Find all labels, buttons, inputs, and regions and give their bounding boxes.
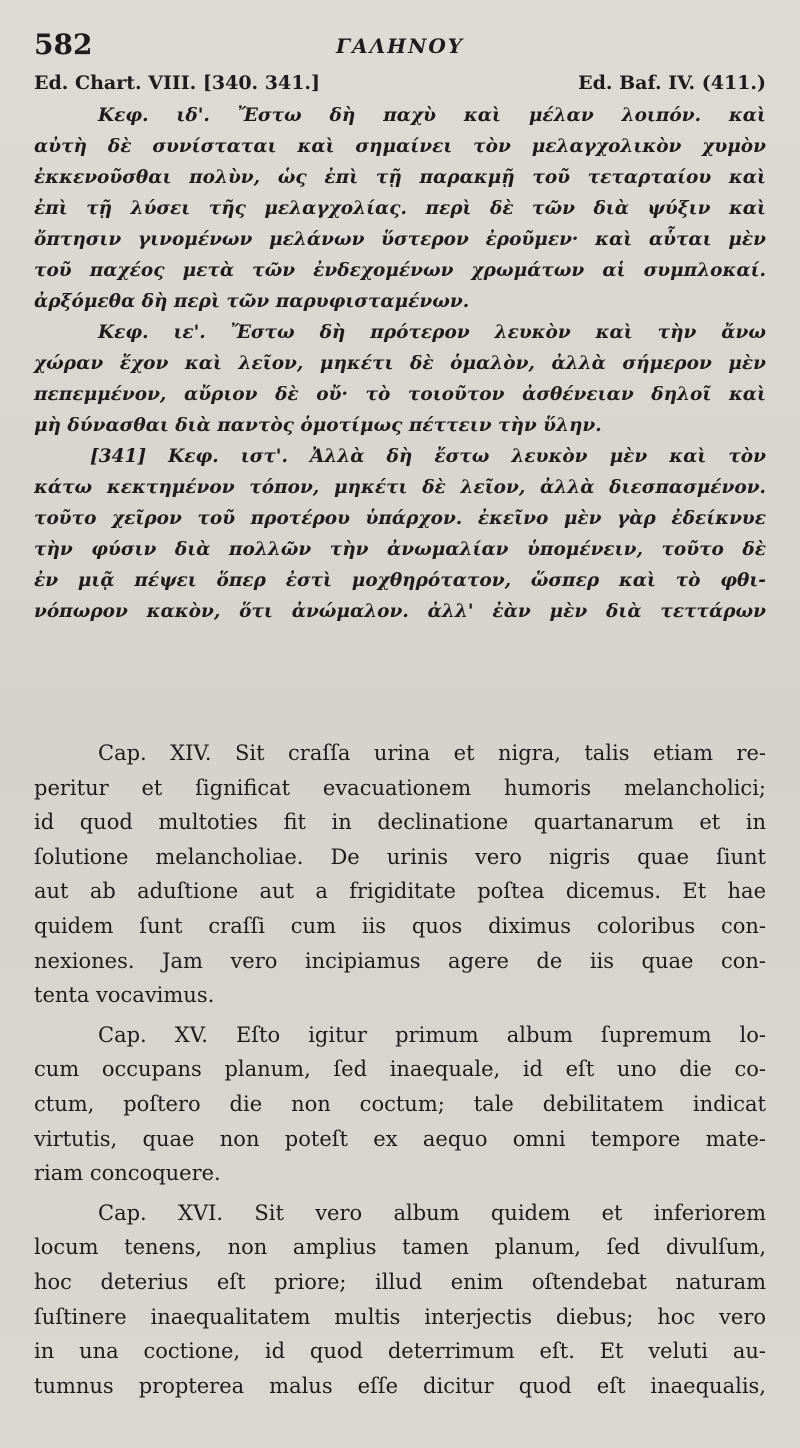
latin-line: ctum, poſtero die non coctum; tale debilitatem indicat [34,1091,766,1116]
greek-line: Κεφ. ιε'. Ἔστω δὴ πρότερον λευκὸν καὶ τὴν ἄνω [98,322,766,343]
latin-line: Cap. XV. Eſto igitur primum album ſupremum lo- [98,1022,766,1047]
latin-line: id quod multoties fit in declinatione quartanarum et in [34,810,766,835]
latin-line: tumnus propterea malus eſſe dicitur quod eſt inaequalis, [34,1373,766,1398]
page-number: 582 [34,28,93,61]
greek-line: τὴν φύσιν διὰ πολλῶν τὴν ἀνωμαλίαν ὑπομένειν, τοῦτο δὲ [34,539,766,560]
latin-line: peritur et ſignificat evacuationem humoris melancholici; [34,775,766,800]
latin-line: virtutis, quae non poteſt ex aequo omni tempore mate- [34,1126,766,1151]
greek-line: χώραν ἔχον καὶ λεῖον, μηκέτι δὲ ὁμαλὸν, ἀλλὰ σήμερον μὲν [34,353,766,374]
latin-line: ſuſtinere inaequalitatem multis interjectis diebus; hoc vero [34,1304,766,1329]
greek-line: αὐτὴ δὲ συνίσταται καὶ σημαίνει τὸν μελαγχολικὸν χυμὸν [34,136,766,157]
latin-line: nexiones. Jam vero incipiamus agere de iis quae con- [34,948,766,973]
latin-line: in una coctione, id quod deterrimum eſt. Et veluti au- [34,1339,766,1364]
running-title: ΓΑΛΗΝΟΥ [335,34,465,58]
greek-line: τοῦτο χεῖρον τοῦ προτέρου ὑπάρχον. ἐκεῖνο μὲν γὰρ ἐδείκνυε [34,508,766,529]
greek-line: νόπωρον κακὸν, ὅτι ἀνώμαλον. ἀλλ' ἐὰν μὲν διὰ τεττάρων [34,601,766,622]
edition-basel: Ed. Baf. IV. (411.) [578,72,766,94]
greek-line: [341] Κεφ. ιστ'. Ἀλλὰ δὴ ἔστω λευκὸν μὲν καὶ τὸν [90,446,766,467]
latin-line: cum occupans planum, ſed inaequale, id eſt uno die co- [34,1057,766,1082]
latin-paragraph [34,736,766,1013]
greek-line: ἀρξόμεθα δὴ περὶ τῶν παρυφισταμένων. [34,291,470,312]
latin-text [34,736,766,1403]
edition-references [34,72,766,98]
greek-line: ἐκκενοῦσθαι πολὺν, ὡς ἐπὶ τῇ παρακμῇ τοῦ τεταρταίου καὶ [34,167,766,188]
latin-line: Cap. XIV. Sit craſſa urina et nigra, talis etiam re- [98,741,766,765]
greek-line: μὴ δύνασθαι διὰ παντὸς ὁμοτίμως πέττειν τὴν ὕλην. [34,415,602,436]
greek-line: τοῦ παχέος μετὰ τῶν ἐνδεχομένων χρωμάτων αἱ συμπλοκαί. [34,260,766,281]
greek-line: ὄπτησιν γινομένων μελάνων ὕστερον ἐροῦμεν· καὶ αὗται μὲν [34,229,766,250]
latin-line: aut ab aduſtione aut a frigiditate poſtea dicemus. Et hae [34,879,766,904]
greek-line: κάτω κεκτημένον τόπον, μηκέτι δὲ λεῖον, ἀλλὰ διεσπασμένον. [34,477,766,498]
latin-line: locum tenens, non amplius tamen planum, ſed divulſum, [34,1235,766,1260]
latin-line: ſolutione melancholiae. De urinis vero nigris quae ſiunt [34,844,766,869]
greek-line: πεπεμμένον, αὔριον δὲ οὔ· τὸ τοιοῦτον ἀσθένειαν δηλοῖ καὶ [34,384,766,405]
greek-line: ἐν μιᾷ πέψει ὅπερ ἐστὶ μοχθηρότατον, ὥσπερ καὶ τὸ φθι- [34,570,766,591]
page-header [34,28,766,68]
latin-line: Cap. XVI. Sit vero album quidem et inferiorem [98,1200,766,1225]
greek-line: Κεφ. ιδ'. Ἔστω δὴ παχὺ καὶ μέλαν λοιπόν. καὶ [98,105,766,126]
edition-chartier: Ed. Chart. VIII. [340. 341.] [34,72,321,94]
greek-line: ἐπὶ τῇ λύσει τῆς μελαγχολίας. περὶ δὲ τῶν διὰ ψύξιν καὶ [34,198,766,219]
latin-line: quidem ſunt craſſi cum iis quos diximus coloribus con- [34,913,766,938]
latin-line: tenta vocavimus. [34,983,215,1008]
latin-paragraph [34,1018,766,1191]
greek-text [34,100,766,627]
latin-line: riam concoquere. [34,1161,221,1186]
latin-line: hoc deterius eſt priore; illud enim oſtendebat naturam [34,1269,766,1294]
latin-paragraph [34,1196,766,1404]
